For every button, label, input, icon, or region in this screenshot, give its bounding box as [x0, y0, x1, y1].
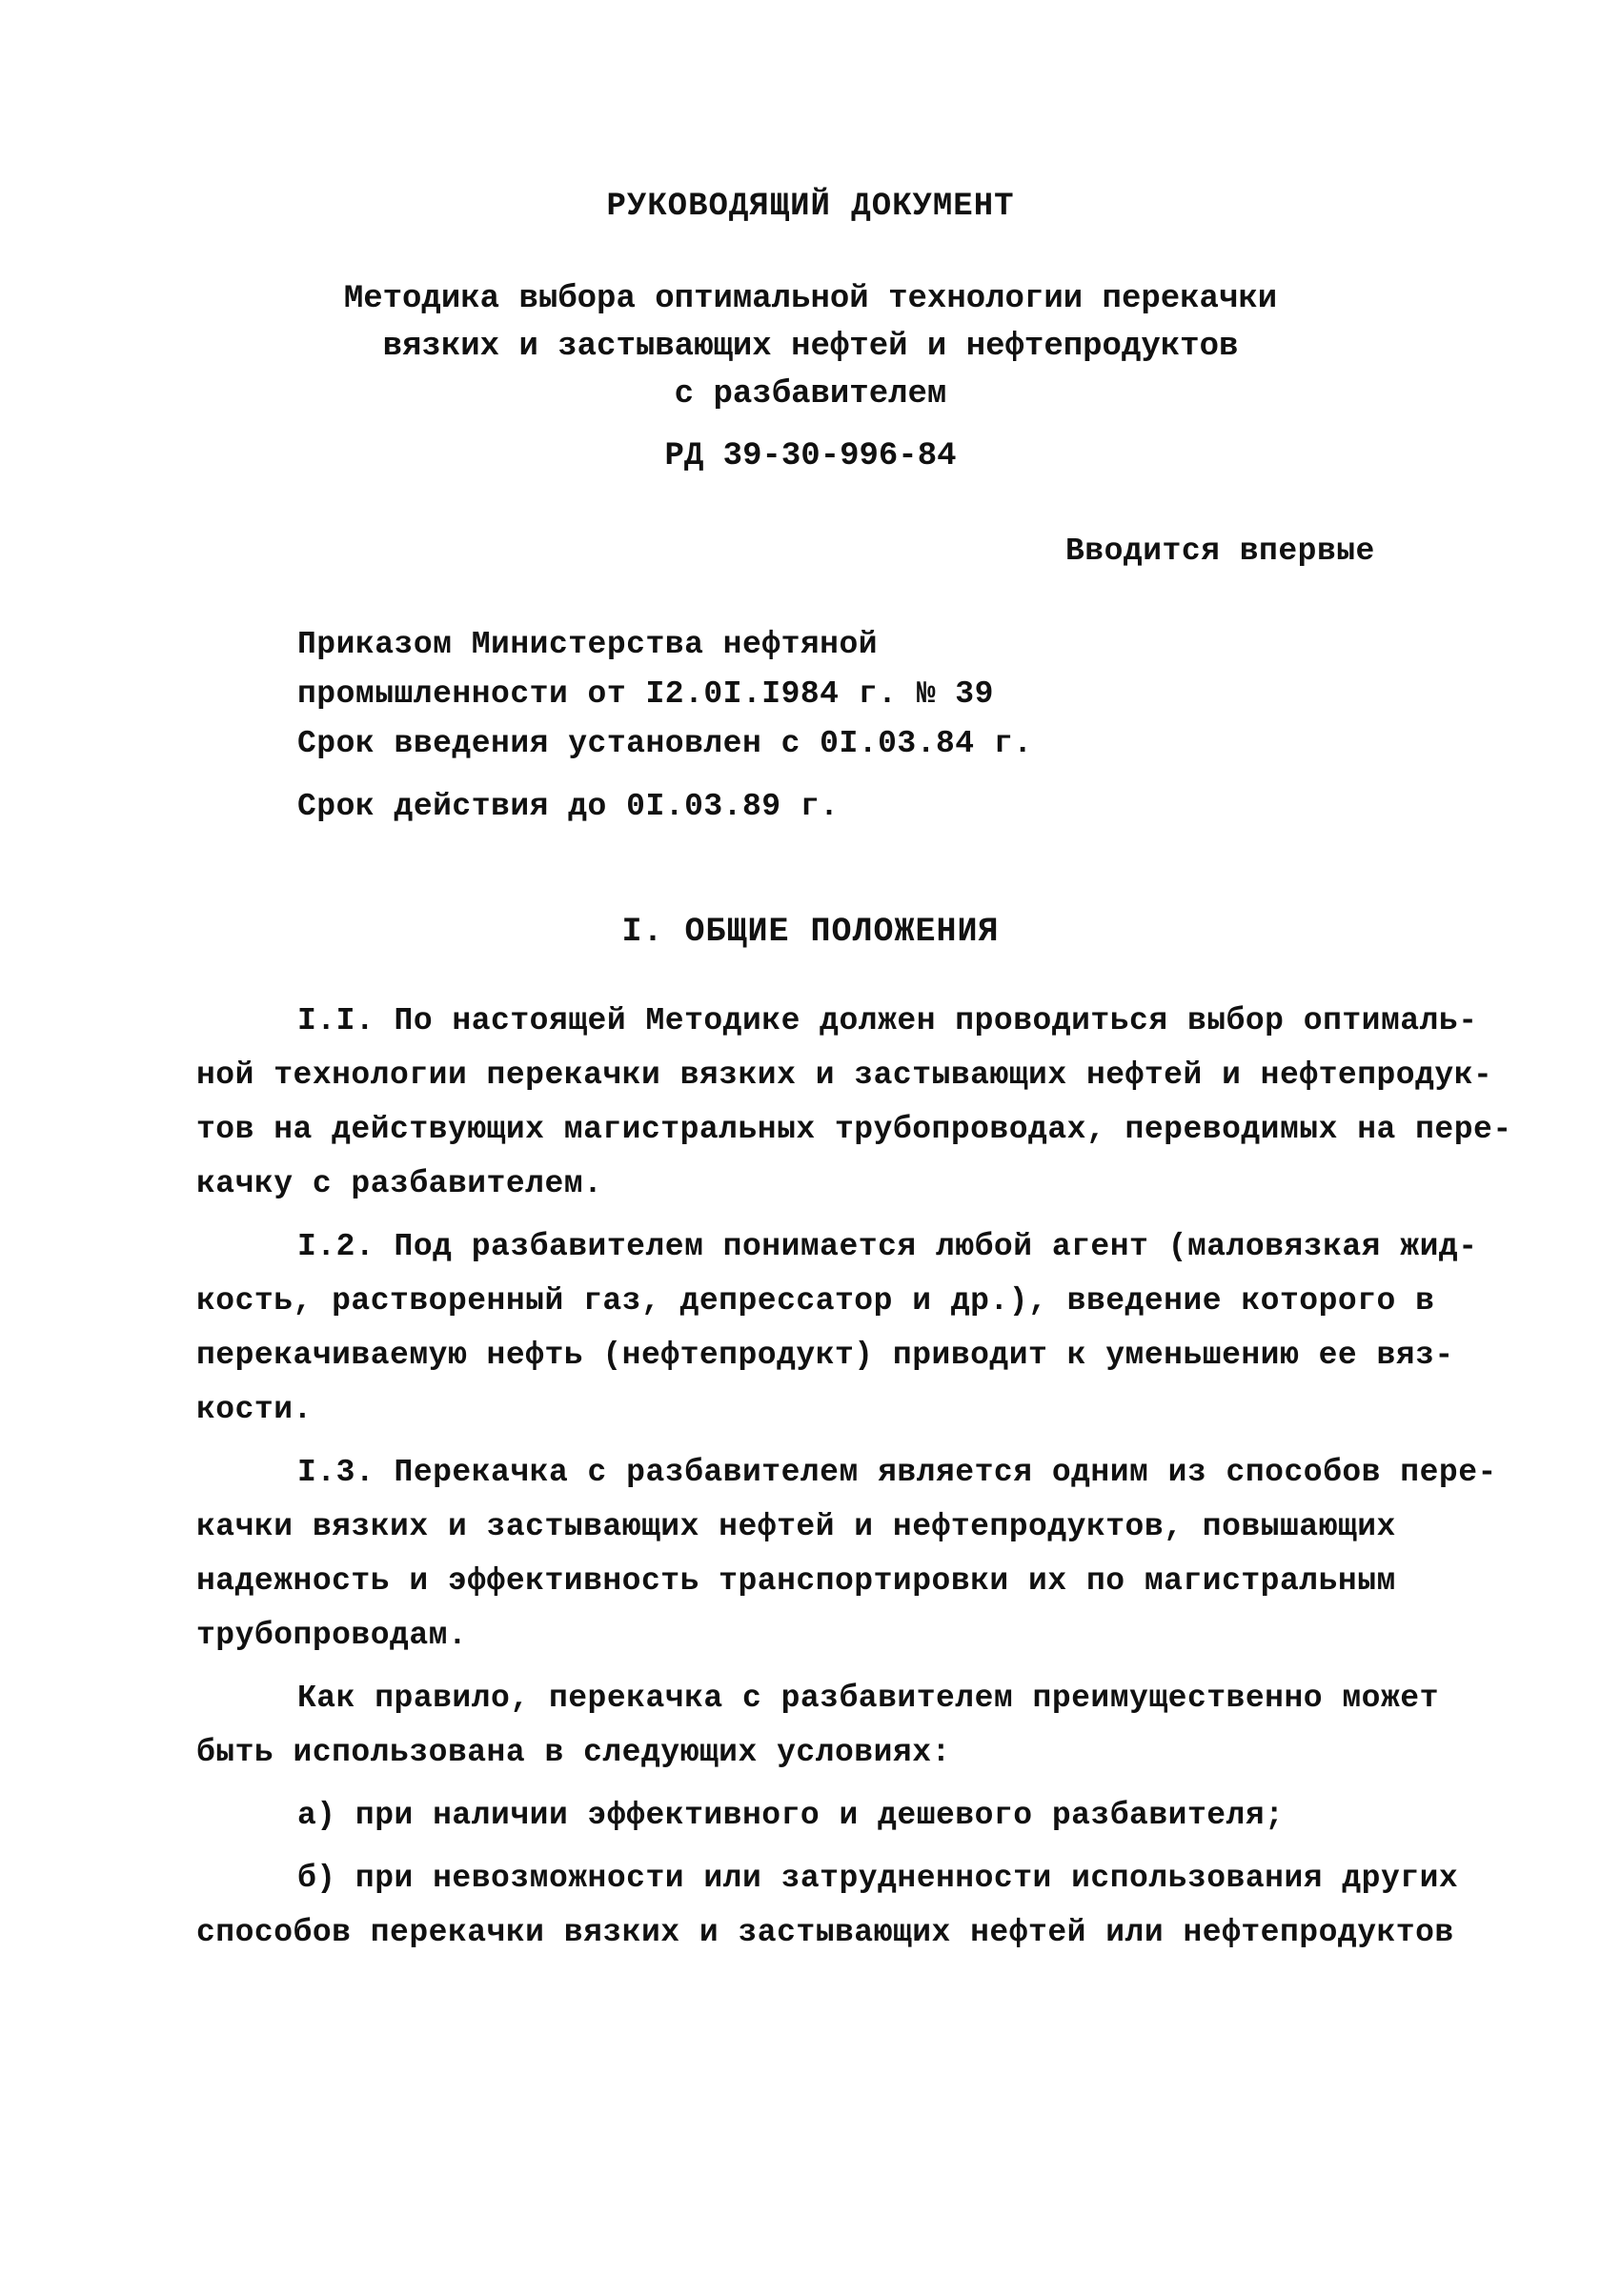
paragraph-line: I.I. По настоящей Методике должен проводиться выбор оптималь- — [297, 1003, 1478, 1038]
paragraph-line: трубопроводам. — [196, 1618, 468, 1653]
document-number: РД 39-30-996-84 — [664, 438, 957, 474]
intro-note: Вводится впервые — [1065, 534, 1375, 569]
paragraph-line: качку с разбавителем. — [196, 1166, 603, 1201]
paragraph-line: Как правило, перекачка с разбавителем преимущественно может — [297, 1681, 1439, 1716]
paragraph-line: ной технологии перекачки вязких и застывающих нефтей и нефтепродук- — [196, 1057, 1493, 1093]
paragraph-line: I.2. Под разбавителем понимается любой агент (маловязкая жид- — [297, 1229, 1478, 1264]
paragraph-line: тов на действующих магистральных трубопроводах, переводимых на пере- — [196, 1112, 1512, 1147]
paragraph-line: I.3. Перекачка с разбавителем является одним из способов пере- — [297, 1455, 1497, 1490]
paragraph-line: надежность и эффективность транспортировки их по магистральным — [196, 1563, 1396, 1599]
order-line: Срок введения установлен с 0I.03.84 г. — [297, 726, 1033, 761]
section-heading: I. ОБЩИЕ ПОЛОЖЕНИЯ — [621, 913, 1000, 951]
order-line: Приказом Министерства нефтяной — [297, 627, 879, 662]
document-type-heading: РУКОВОДЯЩИЙ ДОКУМЕНТ — [606, 189, 1015, 225]
document-title-line: вязких и застывающих нефтей и нефтепродуктов — [382, 329, 1239, 365]
paragraph-line: перекачиваемую нефть (нефтепродукт) приводит к уменьшению ее вяз- — [196, 1338, 1454, 1373]
paragraph-line: способов перекачки вязких и застывающих нефтей или нефтепродуктов — [196, 1915, 1454, 1950]
paragraph-line: а) при наличии эффективного и дешевого разбавителя; — [297, 1798, 1285, 1833]
document-title-line: с разбавителем — [674, 376, 947, 413]
paragraph-line: кость, растворенный газ, депрессатор и др.), введение которого в — [196, 1283, 1435, 1319]
paragraph-line: б) при невозможности или затрудненности использования других — [297, 1861, 1459, 1896]
order-line: Срок действия до 0I.03.89 г. — [297, 789, 840, 824]
order-line: промышленности от I2.0I.I984 г. № 39 — [297, 676, 994, 712]
paragraph-line: качки вязких и застывающих нефтей и нефтепродуктов, повышающих — [196, 1509, 1396, 1544]
paragraph-line: быть использована в следующих условиях: — [196, 1735, 951, 1770]
document-title-line: Методика выбора оптимальной технологии перекачки — [343, 281, 1278, 317]
paragraph-line: кости. — [196, 1392, 313, 1427]
